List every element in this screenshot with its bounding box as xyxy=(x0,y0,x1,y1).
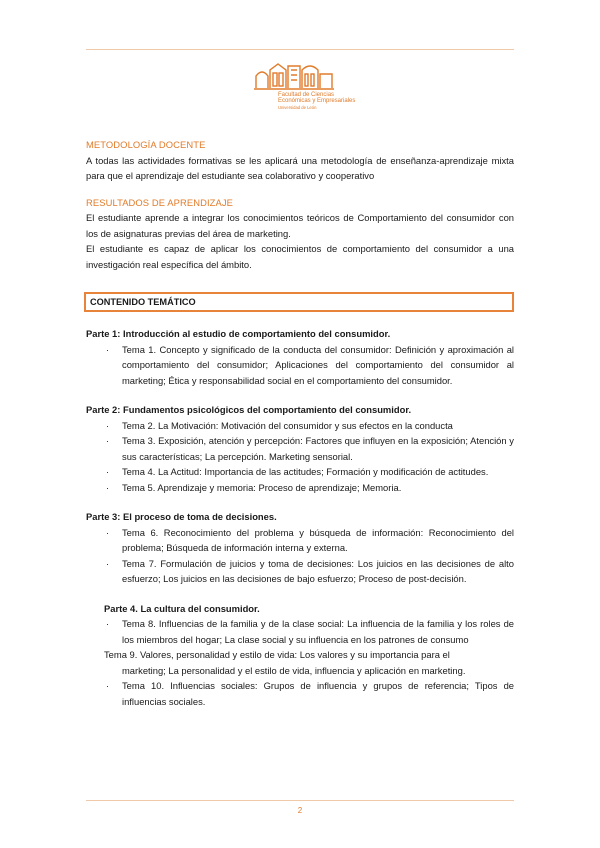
parte-3-list xyxy=(86,525,514,587)
parte-1-title: Parte 1: Introducción al estudio de comportamiento del consumidor. xyxy=(86,328,391,339)
list-item: · Tema 3. Exposición, atención y percepción: Factores que influyen en la exposición; Atención y sus características; La percepción. Marketing sensorial. xyxy=(106,433,514,464)
list-item: · Tema 5. Aprendizaje y memoria: Proceso de aprendizaje; Memoria. xyxy=(106,480,514,496)
faculty-logo xyxy=(252,58,356,118)
contenido-heading: CONTENIDO TEMÁTICO xyxy=(84,292,514,312)
page-number: 2 xyxy=(297,806,303,815)
logo-line-2: Económicas y Empresariales xyxy=(278,98,356,104)
list-item: · Tema 6. Reconocimiento del problema y búsqueda de información: Reconocimiento del problema; Búsqueda de información interna y externa. xyxy=(106,525,514,556)
list-item: · Tema 4. La Actitud: Importancia de las actitudes; Formación y modificación de actitudes. xyxy=(106,464,514,480)
resultados-paragraph-1: El estudiante aprende a integrar los conocimientos teóricos de Comportamiento del consumidor con los de asignaturas previas del área de marketing. xyxy=(86,212,514,239)
tema-9-line-1: Tema 9. Valores, personalidad y estilo de vida: Los valores y su importancia para el xyxy=(104,649,450,660)
parte-1-list xyxy=(86,342,514,389)
parte-4-list xyxy=(86,616,514,647)
metodologia-text: A todas las actividades formativas se les aplicará una metodología de enseñanza-aprendizaje mixta para que el aprendizaje del estudiante sea colaborativo y cooperativo xyxy=(86,154,514,181)
list-item: · Tema 7. Formulación de juicios y toma de decisiones: Los juicios en las decisiones de alto esfuerzo; Los juicios en las decisiones de bajo esfuerzo; Proceso de post-decisión. xyxy=(106,556,514,587)
parte-4-list-2 xyxy=(86,678,514,709)
page-content xyxy=(86,137,514,709)
tema-9-line-2: marketing; La personalidad y el estilo de vida, influencia y aplicación en marketing. xyxy=(122,664,466,676)
parte-2-list xyxy=(86,418,514,496)
footer-rule xyxy=(86,800,514,801)
metodologia-heading: METODOLOGÍA DOCENTE xyxy=(86,139,206,150)
parte-3-title: Parte 3: El proceso de toma de decisiones. xyxy=(86,511,277,522)
list-item: · Tema 2. La Motivación: Motivación del consumidor y sus efectos en la conducta xyxy=(106,418,514,434)
list-item: · Tema 10. Influencias sociales: Grupos de influencia y grupos de referencia; Tipos de influencias sociales. xyxy=(106,678,514,709)
header-rule xyxy=(86,49,514,50)
logo-line-1: Facultad de Ciencias xyxy=(278,92,335,98)
parte-4-title: Parte 4. La cultura del consumidor. xyxy=(104,602,260,614)
resultados-paragraph-2: El estudiante es capaz de aplicar los conocimientos de comportamiento del consumidor a una investigación real específica del ámbito. xyxy=(86,243,514,270)
building-logo-icon xyxy=(252,58,338,92)
list-item: · Tema 8. Influencias de la familia y de la clase social: La influencia de la familia y los roles de los miembros del hogar; La clase social y su influencia en los patrones de consumo xyxy=(106,616,514,647)
list-item: · Tema 1. Concepto y significado de la conducta del consumidor: Definición y aproximación al comportamiento del consumidor; Aplicaciones del comportamiento del consumidor al marketing; Ética y responsabilidad social en el comportamiento del consumidor. xyxy=(106,342,514,389)
parte-2-title: Parte 2: Fundamentos psicológicos del comportamiento del consumidor. xyxy=(86,404,412,415)
resultados-heading: RESULTADOS DE APRENDIZAJE xyxy=(86,196,233,208)
logo-line-3: Universidad de León xyxy=(278,105,317,110)
